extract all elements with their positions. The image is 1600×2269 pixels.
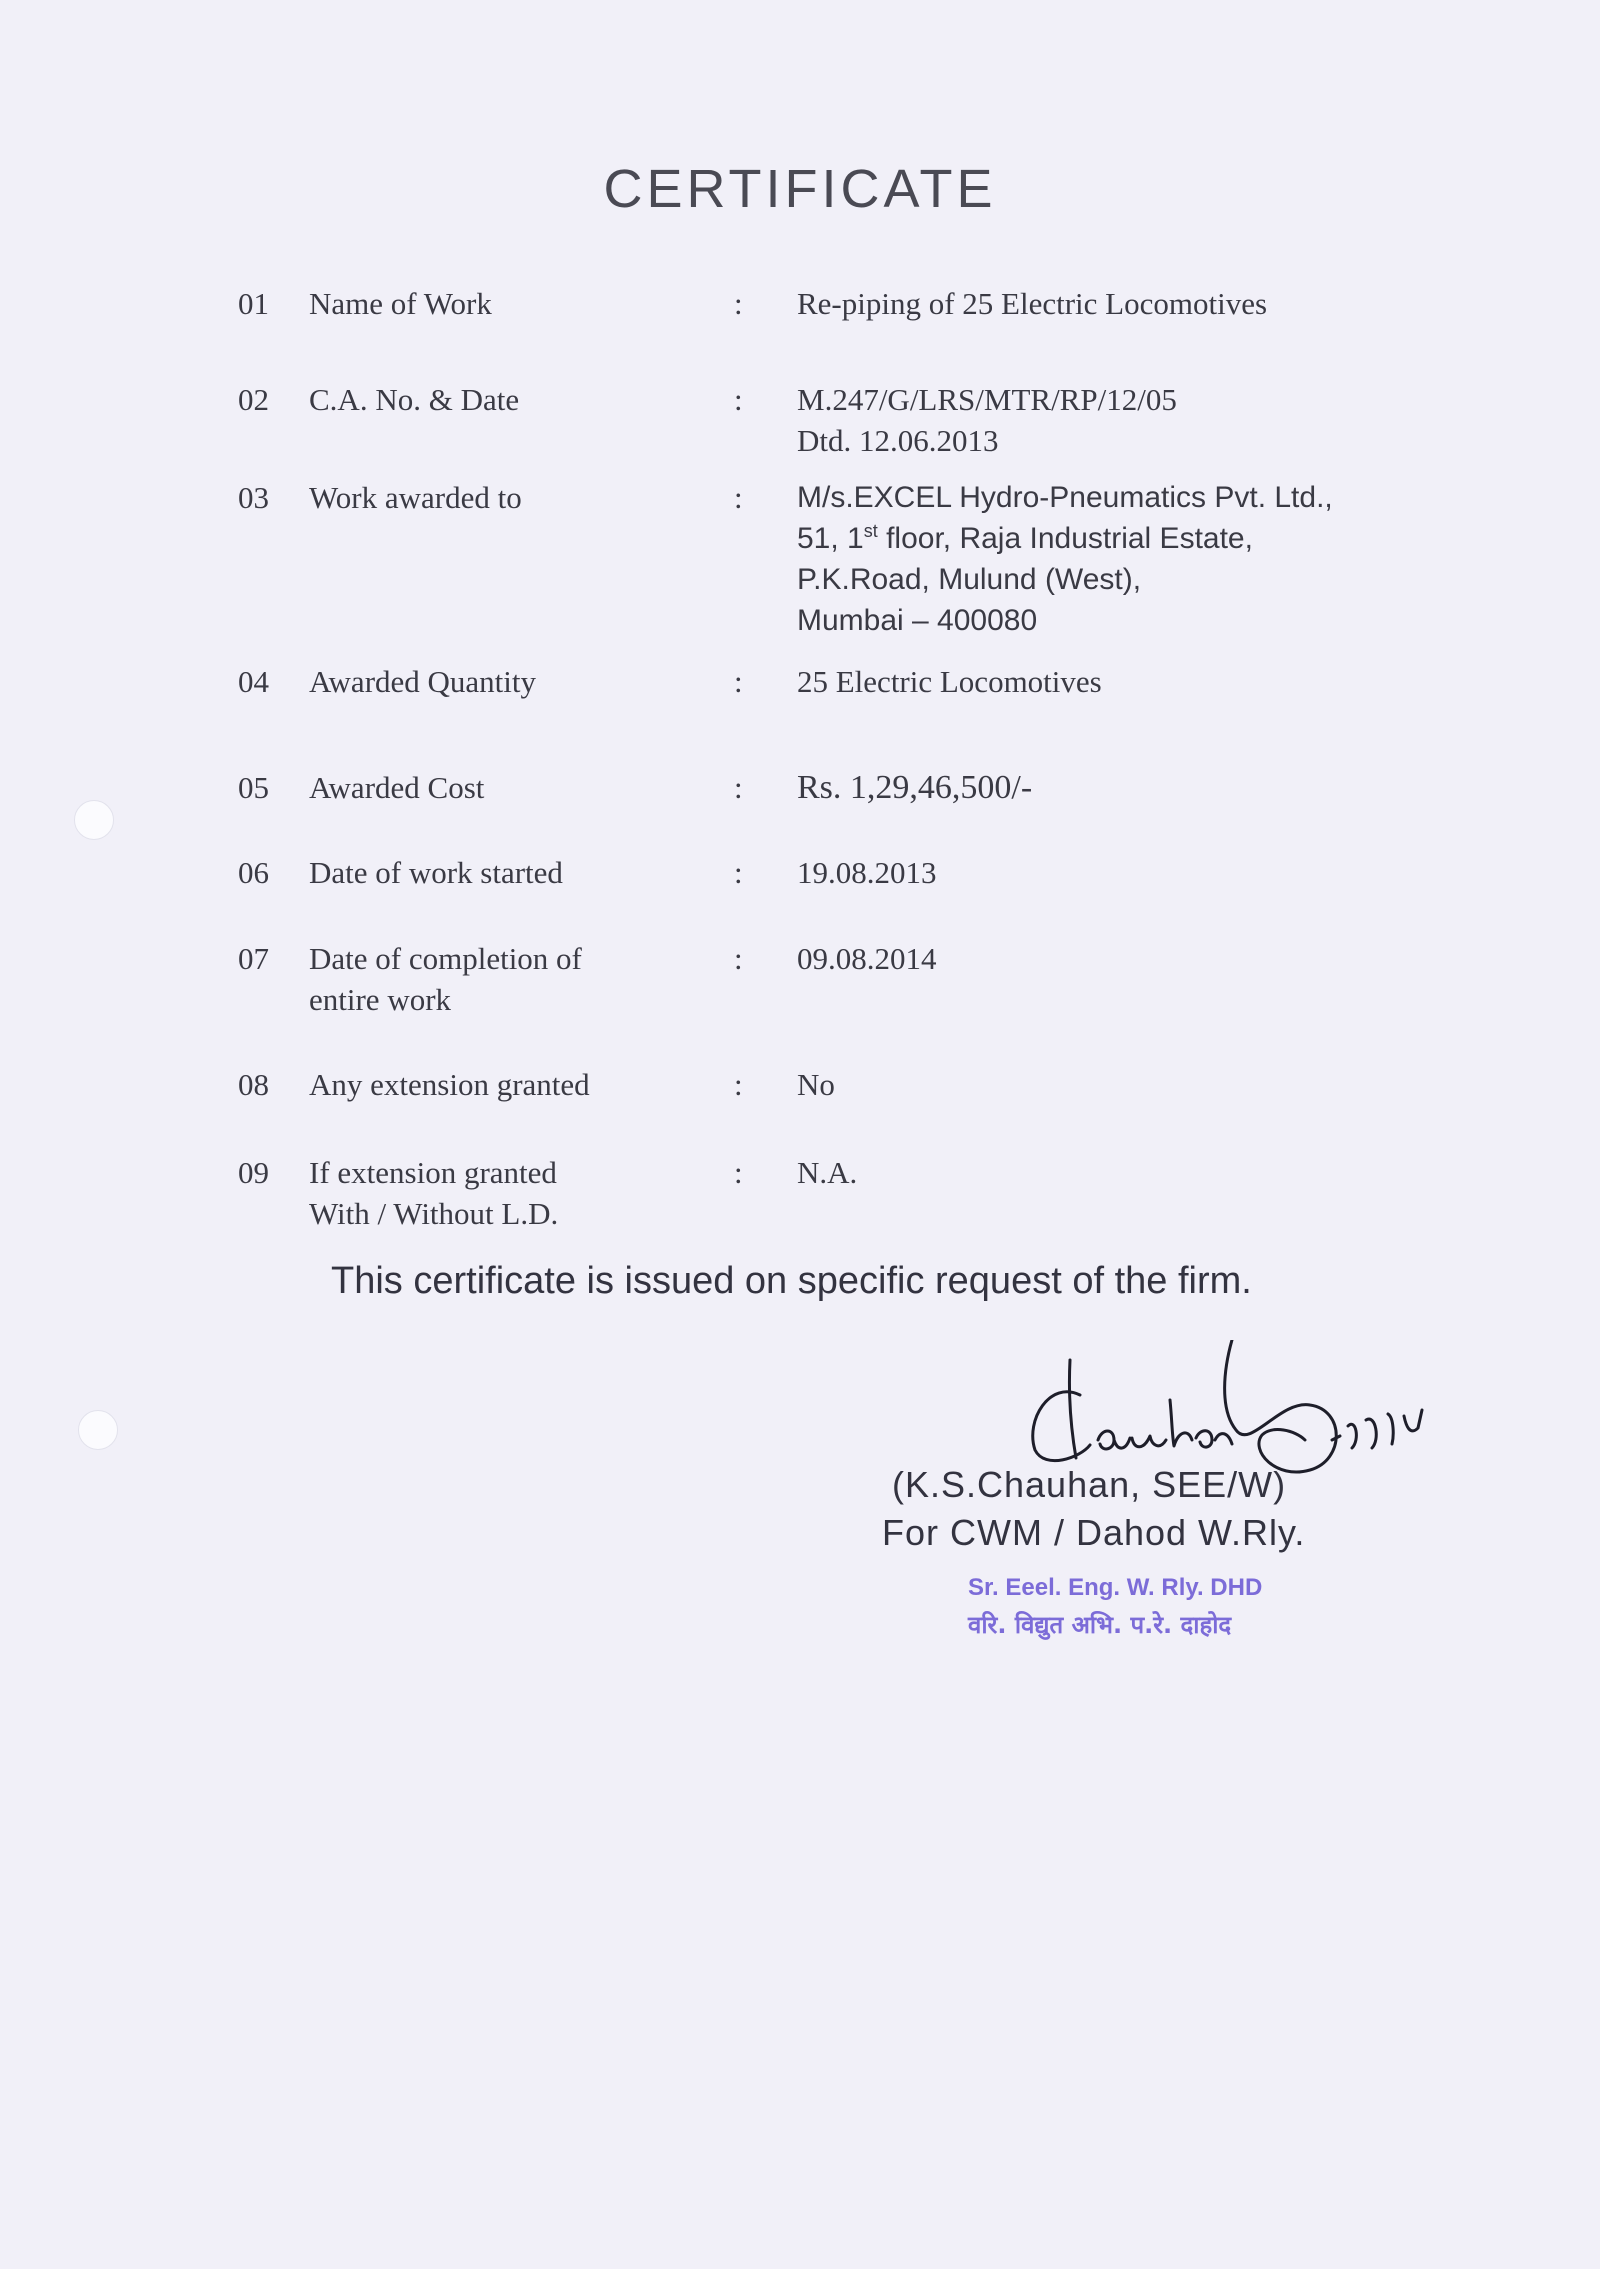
row-label: Date of work started <box>309 855 563 890</box>
row-label: Any extension granted <box>309 1067 590 1102</box>
row-value: No <box>797 1067 835 1102</box>
page-title: CERTIFICATE <box>603 159 997 219</box>
ca-date: Dtd. 12.06.2013 <box>797 423 999 458</box>
official-stamp <box>968 1570 1328 1644</box>
ca-number: M.247/G/LRS/MTR/RP/12/05 <box>797 382 1177 417</box>
punch-hole-bottom <box>78 1410 118 1450</box>
punch-hole-top <box>74 800 114 840</box>
row-label <box>309 1152 729 1234</box>
row-number: 06 <box>238 855 269 890</box>
row-value <box>797 379 1577 461</box>
row-colon: : <box>734 664 743 699</box>
firm-name: M/s.EXCEL Hydro-Pneumatics Pvt. Ltd., <box>797 481 1333 514</box>
signatory-name: (K.S.Chauhan, SEE/W) <box>892 1464 1287 1505</box>
row-value <box>797 477 1577 641</box>
firm-address-line-1 <box>797 518 1577 559</box>
row-number: 05 <box>238 770 269 805</box>
row-number: 02 <box>238 382 269 417</box>
firm-address-line-2: P.K.Road, Mulund (West), <box>797 563 1142 596</box>
label-line-1: Date of completion of <box>309 941 582 976</box>
row-label: C.A. No. & Date <box>309 382 520 417</box>
firm-address-line-3: Mumbai – 400080 <box>797 604 1038 637</box>
label-line-2: entire work <box>309 982 452 1017</box>
row-value: 25 Electric Locomotives <box>797 664 1102 699</box>
row-number: 04 <box>238 664 269 699</box>
row-colon: : <box>734 480 743 515</box>
row-label <box>309 938 729 1020</box>
row-value: Re-piping of 25 Electric Locomotives <box>797 286 1268 321</box>
row-label: Work awarded to <box>309 480 522 515</box>
certificate-note: This certificate is issued on specific request of the firm. <box>331 1260 1252 1302</box>
row-value: 09.08.2014 <box>797 941 937 976</box>
row-number: 07 <box>238 941 269 976</box>
row-number: 01 <box>238 286 269 321</box>
row-colon: : <box>734 941 743 976</box>
row-value: N.A. <box>797 1155 858 1190</box>
row-colon: : <box>734 855 743 890</box>
row-colon: : <box>734 382 743 417</box>
row-number: 08 <box>238 1067 269 1102</box>
row-number: 09 <box>238 1155 269 1190</box>
stamp-line-english: Sr. Eeel. Eng. W. Rly. DHD <box>968 1574 1263 1601</box>
row-label: Awarded Quantity <box>309 664 537 699</box>
label-line-1: If extension granted <box>309 1155 557 1190</box>
ordinal-suffix: st <box>863 521 878 541</box>
row-colon: : <box>734 286 743 321</box>
row-value: Rs. 1,29,46,500/- <box>797 769 1033 806</box>
row-colon: : <box>734 1155 743 1190</box>
row-label: Awarded Cost <box>309 770 485 805</box>
row-label: Name of Work <box>309 286 492 321</box>
label-line-2: With / Without L.D. <box>309 1196 559 1231</box>
row-number: 03 <box>238 480 269 515</box>
stamp-line-hindi: वरि. विद्युत अभि. प.रे. दाहोद <box>968 1611 1232 1639</box>
row-colon: : <box>734 770 743 805</box>
address-rest: floor, Raja Industrial Estate, <box>877 522 1253 555</box>
signatory-organization: For CWM / Dahod W.Rly. <box>882 1512 1306 1553</box>
row-value: 19.08.2013 <box>797 855 937 890</box>
row-colon: : <box>734 1067 743 1102</box>
address-number: 51, 1 <box>797 522 864 555</box>
